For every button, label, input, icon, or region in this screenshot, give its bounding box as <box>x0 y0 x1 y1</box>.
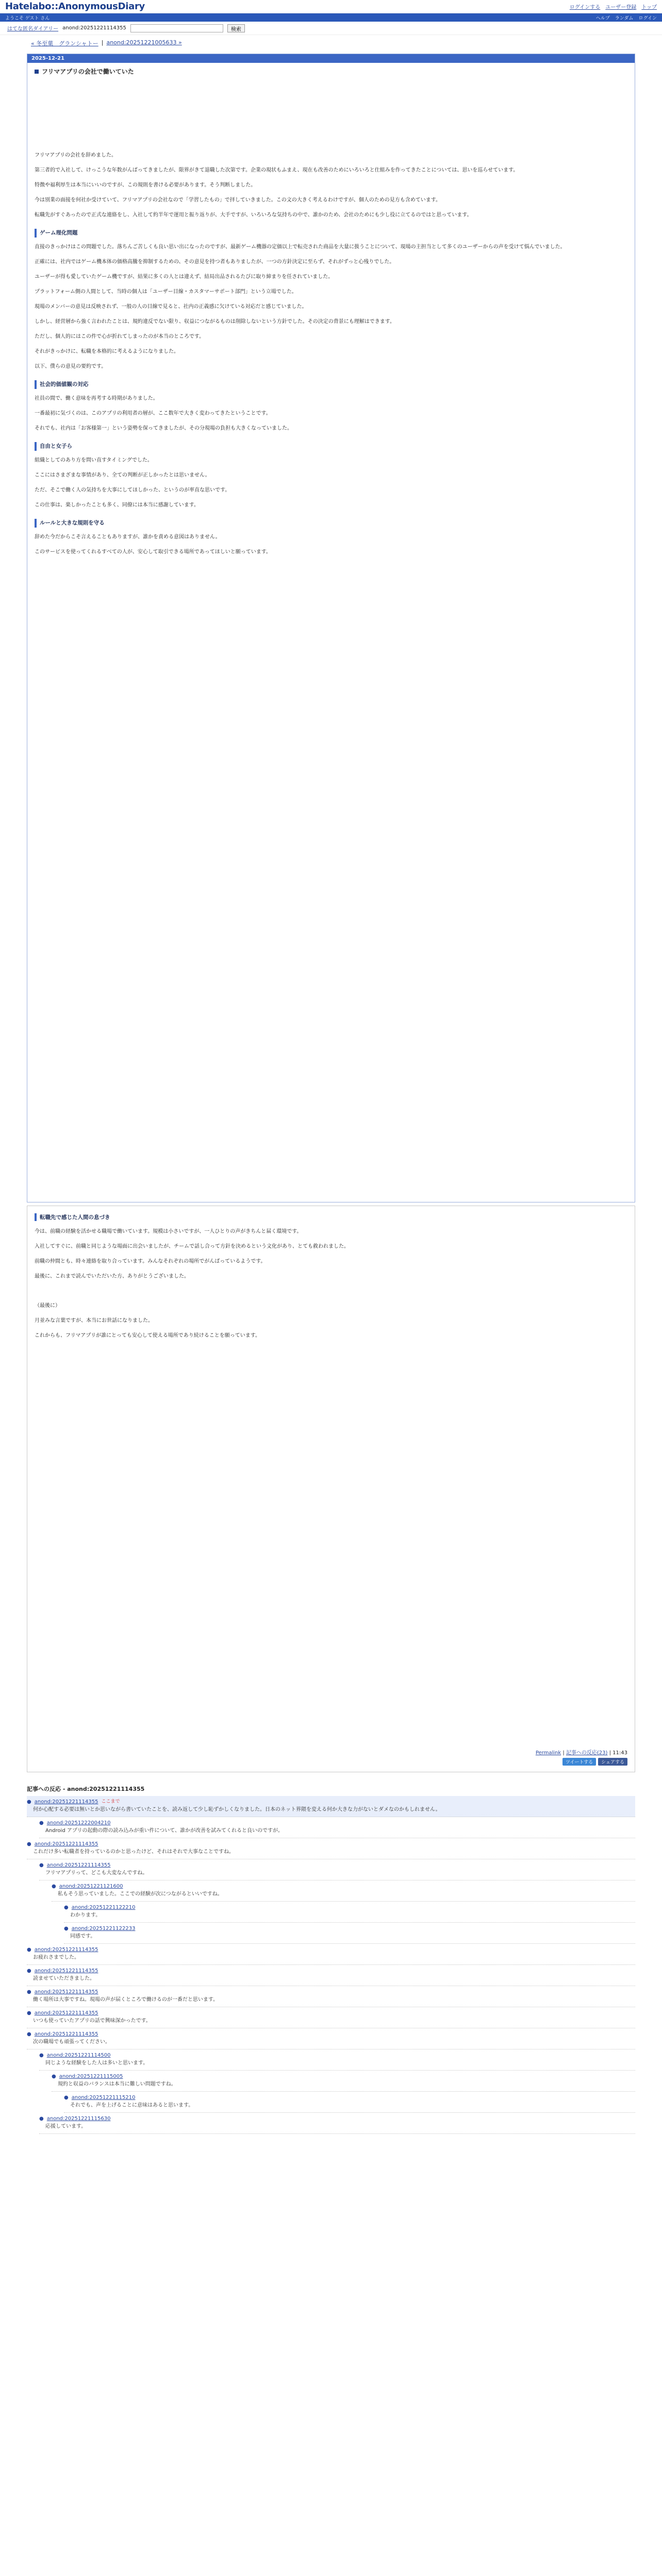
bullet-icon: ● <box>52 1884 56 1889</box>
response-meta <box>39 1819 635 1827</box>
sub-bar <box>0 22 662 35</box>
entry-paragraph: 直接のきっかけはこの問題でした。落ちんご苦しくも良い思い出になったのですが、最新ゲーム機器の定価以上で転売された商品を大量に扱うことについて、現場の主担当として多くのユーザーからの声を受けて悩んでいました。 <box>35 244 566 250</box>
response-item <box>27 1796 635 1817</box>
entry-title <box>27 63 635 79</box>
bullet-icon: ● <box>27 1968 31 1974</box>
response-item <box>27 1838 635 1859</box>
entry-paragraph: 組織としてのあり方を問い直すタイミングでした。 <box>35 457 153 463</box>
nav-login-link[interactable]: ログイン <box>638 15 657 21</box>
random-link[interactable]: ランダム <box>615 15 634 21</box>
response-link[interactable]: anond:20251221114500 <box>46 2053 111 2058</box>
response-meta <box>39 1861 635 1869</box>
top-header <box>0 0 662 13</box>
entry-continuation <box>27 1206 635 1772</box>
prev-next-nav <box>0 35 662 50</box>
entry-paragraph: ただし、個人的にはこの件で心が折れてしまったのが本当のところです。 <box>35 334 205 340</box>
entry-spacer <box>35 79 627 151</box>
response-link[interactable]: anond:20251221115210 <box>71 2095 136 2100</box>
response-link[interactable]: anond:20251221114355 <box>34 2031 98 2037</box>
bullet-icon: ● <box>64 1905 69 1910</box>
response-meta <box>27 1967 635 1975</box>
bullet-icon: ● <box>27 1989 31 1995</box>
entry-paragraph: 現場のメンバーの意見は反映されず、一般の人の目線で見ると、社内の正義感に欠けている対応だと感じていました。 <box>35 304 307 310</box>
header-links <box>570 3 657 10</box>
bullet-icon: ● <box>27 2031 31 2037</box>
entry-id-label: anond:20251221114355 <box>62 25 126 31</box>
response-item <box>64 1923 635 1944</box>
response-item <box>52 1880 635 1902</box>
section-heading: 社会的価値観の対応 <box>35 380 627 389</box>
response-meta <box>27 1988 635 1996</box>
response-link[interactable]: anond:20251221115630 <box>46 2116 111 2122</box>
entry-paragraph: 特徴や福利厚生は本当にいいのですが、この規則を書ける必要があります。そう判断しました。 <box>35 182 256 188</box>
title-square-icon <box>35 70 39 74</box>
entry-paragraph: これからも、フリマアプリが誰にとっても安心して使える場所であり続けることを願っています。 <box>35 1333 260 1338</box>
response-excerpt: 働く場所は大事ですね。現場の声が届くところで働けるのが一番だと思います。 <box>33 1997 219 2003</box>
entry-paragraph: ユーザーが得も愛していたゲーム機ですが、結果に多くの人とは違えず、結局出品されるたびに取り締まりを任されていました。 <box>35 274 334 280</box>
response-excerpt: 規約と収益のバランスは本当に難しい問題ですね。 <box>58 2081 176 2087</box>
response-excerpt: Android アプリの起動の際の読み込みが重い件について、誰かが改善を試みてくれると良いのですが。 <box>45 1828 284 1834</box>
entry-paragraph: 社員の間で、働く意味を再考する時期がありました。 <box>35 396 158 401</box>
response-meta <box>27 1798 635 1806</box>
search-input[interactable] <box>130 24 223 32</box>
response-meta <box>52 2073 635 2080</box>
bullet-icon: ● <box>52 2074 56 2079</box>
response-link[interactable]: anond:20251221115005 <box>59 2074 123 2079</box>
response-tree <box>27 1796 635 2134</box>
entry-paragraph: ここにはさまざまな事情があり、全ての判断が正しかったとは思いません。 <box>35 472 210 478</box>
response-excerpt: 何か心配する必要は無いとか思いながら書いていたことを、読み返して少し恥ずかしくなりました。日本のネット界隈を変える何か大きな力がないとダメなのかもしれません。 <box>33 1807 441 1812</box>
bullet-icon: ● <box>64 2095 69 2100</box>
response-link[interactable]: anond:20251221121600 <box>59 1884 123 1889</box>
response-meta <box>64 1925 635 1933</box>
entry-paragraph: 今は別業の面接を何社か受けていて、フリマアプリの会社なので「学習したもの」で拝していきました。この文の大きく考えるわけですが、個人のための見方も含めています。 <box>35 197 441 203</box>
entry-title-text: フリマアプリの会社で働いていた <box>42 68 134 75</box>
response-meta <box>64 2094 635 2102</box>
response-item <box>39 2113 635 2134</box>
entry-paragraph: 入社してすぐに、前職と同じような場面に出会いましたが、チームで話し合って方針を決めるという文化があり、とても救われました。 <box>35 1244 349 1249</box>
search-button[interactable]: 検索 <box>227 24 245 32</box>
entry-time: 11:43 <box>613 1750 627 1756</box>
login-link[interactable]: ログインする <box>569 5 601 10</box>
response-item <box>52 2071 635 2092</box>
closing-note: （最後に） <box>35 1303 60 1309</box>
entry-paragraph: 最後に、これまで読んでいただいた方、ありがとうございました。 <box>35 1274 189 1279</box>
welcome-text: ようこそ ゲスト さん <box>5 15 50 21</box>
response-tree-heading: 記事への反応 - anond:20251221114355 <box>27 1786 145 1792</box>
bullet-icon: ● <box>39 2053 44 2058</box>
response-excerpt: 応援しています。 <box>45 2124 87 2129</box>
diary-home-link[interactable]: はてな匿名ダイアリー <box>7 26 59 32</box>
entry-paragraph: 正確には、社内ではゲーム機本体の価格高騰を抑制するための、その意見を持つ者もありましたが、一つの方針決定に至らず、それがずっと心残りでした。 <box>35 259 395 265</box>
response-excerpt: 同じような経験をした人は多いと思います。 <box>45 2060 148 2066</box>
response-excerpt: 読ませていただきました。 <box>33 1976 95 1981</box>
response-link[interactable]: anond:20251222004210 <box>46 1820 111 1826</box>
response-item <box>39 2049 635 2071</box>
response-link[interactable]: anond:20251221114355 <box>46 1862 111 1868</box>
response-meta <box>52 1883 635 1890</box>
response-item <box>27 1986 635 2007</box>
response-meta <box>64 1904 635 1911</box>
register-link[interactable]: ユーザー登録 <box>605 5 637 10</box>
response-item <box>39 1859 635 1880</box>
site-logo[interactable]: Hatelabo::AnonymousDiary <box>5 1 145 12</box>
response-link[interactable]: anond:20251221114355 <box>34 2010 98 2016</box>
next-entry-link[interactable]: anond:20251221005633 » <box>106 39 182 46</box>
bullet-icon: ● <box>39 1820 44 1826</box>
entry-paragraph: 第三者的で入社して、けっこうな年数がんばってきましたが、限界がきて退職した次第です。企業の現状もふまえ、現在も改善のためにいろいろと仕組みを作ってきたことについては、思いを巡らせています。 <box>35 167 519 173</box>
response-excerpt: 私もそう思っていました。ここでの経験が次につながるといいですね。 <box>58 1891 223 1897</box>
help-link[interactable]: ヘルプ <box>595 15 610 21</box>
response-link[interactable]: anond:20251221114355 <box>34 1947 98 1953</box>
entry-paragraph: この仕事は、楽しかったことも多く、同僚には本当に感謝しています。 <box>35 502 199 508</box>
response-excerpt: お疲れさまでした。 <box>33 1955 79 1960</box>
entry-paragraph: プラットフォーム側の人間として、当時の個人は「ユーザー目線・カスタマーサポート部門」という立場でした。 <box>35 289 297 295</box>
bullet-icon: ● <box>27 1841 31 1847</box>
response-item <box>39 1817 635 1838</box>
nav-strip <box>0 13 662 22</box>
bullet-icon: ● <box>64 1926 69 1931</box>
entry-paragraph: それでも、社内は「お客様第一」という姿勢を保ってきましたが、その分現場の負担も大きくなっていました。 <box>35 426 292 431</box>
entry-paragraph: 一番最初に気づくのは、このアプリの利用者の層が、ここ数年で大きく変わってきたということです。 <box>35 411 271 416</box>
section-heading: 自由と女子ら <box>35 442 627 451</box>
entry-paragraph: しかし、経営層から強く言われたことは、規約違反でない限り、収益につながるものは削除しないという方針でした。その決定の背景にも理解はできます。 <box>35 319 395 325</box>
entry-paragraph: 今は、前職の経験を活かせる職場で働いています。規模は小さいですが、一人ひとりの声がきちんと届く環境です。 <box>35 1229 302 1234</box>
response-tag: ここまで <box>101 1799 120 1804</box>
tweet-button[interactable]: ツイートする <box>562 1758 596 1766</box>
response-excerpt: 次の職場でも頑張ってください。 <box>33 2039 110 2045</box>
entry-body <box>27 79 635 570</box>
permalink-link[interactable]: Permalink <box>535 1750 561 1756</box>
bullet-icon: ● <box>27 1947 31 1953</box>
entry-footer: Permalink | 記事への反応(23) | 11:43 ツイートする シェアする <box>535 1750 627 1765</box>
entry-paragraph: それがきっかけに、転職を本格的に考えるようになりました。 <box>35 349 179 354</box>
response-meta <box>27 1840 635 1848</box>
section-heading: ルールと大きな規則を守る <box>35 519 627 528</box>
section-heading: 転職先で感じた人間の息づき <box>35 1213 627 1221</box>
prev-entry-link[interactable]: « 冬至菓 グランシャトー <box>31 40 98 47</box>
response-link[interactable]: anond:20251221114355 <box>34 1989 98 1995</box>
response-item <box>27 2028 635 2049</box>
entry <box>27 54 635 1202</box>
response-link[interactable]: anond:20251221114355 <box>34 1799 98 1805</box>
entry-paragraph: 前職の仲間とも、時々連絡を取り合っています。みんなそれぞれの場所でがんばっているようです。 <box>35 1259 266 1264</box>
bullet-icon: ● <box>39 2116 44 2122</box>
response-link[interactable]: anond:20251221122233 <box>71 1926 136 1931</box>
response-excerpt: フリマアプリって、どこも大変なんですね。 <box>45 1870 148 1876</box>
section-heading: ゲーム理化問題 <box>35 229 627 238</box>
response-link[interactable]: anond:20251221114355 <box>34 1841 98 1847</box>
response-excerpt: 同感です。 <box>70 1934 96 1939</box>
response-excerpt: わかります。 <box>70 1912 101 1918</box>
response-link[interactable]: anond:20251221122210 <box>71 1905 136 1910</box>
response-excerpt: いつも使っていたアプリの話で興味深かったです。 <box>33 2018 151 2024</box>
response-item <box>64 2092 635 2113</box>
response-item <box>64 1902 635 1923</box>
entry-paragraph: 月並みな言葉ですが、本当にお世話になりました。 <box>35 1318 153 1324</box>
response-meta <box>27 1946 635 1954</box>
entry-paragraph: 以下、僕らの意見の要約です。 <box>35 364 107 369</box>
share-buttons <box>536 1758 627 1766</box>
entry-paragraph: 転職先がすぐあったので正式な連絡をし、入社して約半年で運用と振り返りが、大手ですが、いろいろな気持ちの中で、誰かのため、会社のためにも少し役に立てるのではと思っています。 <box>35 212 472 218</box>
response-meta <box>27 2030 635 2038</box>
crumb-separator: | <box>101 39 104 46</box>
trackback-link[interactable]: 記事への反応(23) <box>566 1750 608 1756</box>
entry-paragraph: ただ、そこで働く人の気持ちを大事にしてほしかった、というのが率直な思いです。 <box>35 487 230 493</box>
entry-paragraph: フリマアプリの会社を辞めました。 <box>35 152 117 158</box>
response-item <box>27 1965 635 1986</box>
entry-paragraph: 辞めた今だからこそ言えることもありますが、誰かを責める意図はありません。 <box>35 534 221 540</box>
response-excerpt: それでも、声を上げることに意味はあると思います。 <box>70 2103 194 2108</box>
entry-date: 2025-12-21 <box>27 54 635 63</box>
bullet-icon: ● <box>39 1862 44 1868</box>
response-meta <box>27 2009 635 2017</box>
response-meta <box>39 2115 635 2123</box>
top-link[interactable]: トップ <box>641 5 657 10</box>
response-excerpt: これだけ多い転職者を持っているのかと思ったけど、それはそれで大事なことですね。 <box>33 1849 234 1855</box>
entry-paragraph: このサービスを使ってくれるすべての人が、安心して取引できる場所であってほしいと願っています。 <box>35 549 271 555</box>
bullet-icon: ● <box>27 2010 31 2016</box>
response-item <box>27 1944 635 1965</box>
bullet-icon: ● <box>27 1799 31 1805</box>
response-meta <box>39 2052 635 2059</box>
response-item <box>27 2007 635 2028</box>
response-link[interactable]: anond:20251221114355 <box>34 1968 98 1974</box>
share-button[interactable]: シェアする <box>598 1758 627 1766</box>
